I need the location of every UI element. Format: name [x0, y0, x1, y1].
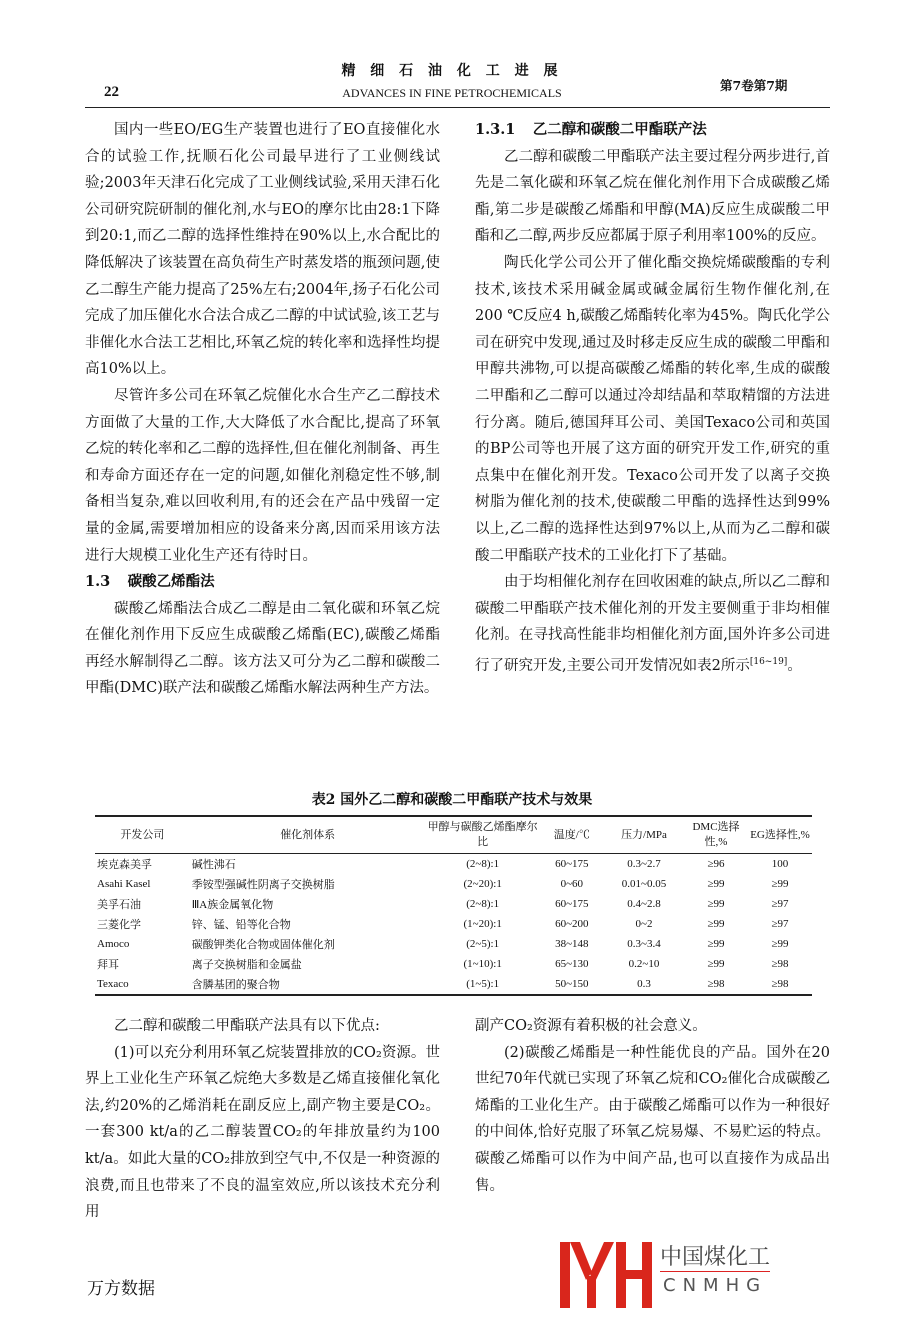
table-row	[95, 914, 812, 934]
paragraph: 尽管许多公司在环氧乙烷催化水合生产乙二醇技术方面做了大量的工作,大大降低了水合配比,提高了环氧乙烷的转化率和乙二醇的选择性,但在催化剂制备、再生和寿命方面还存在一定的问题,如催化剂稳定性不够,制备相当复杂,难以回收利用,有的还会在产品中残留一定量的金属,需要增加相应的设备来分离,因而采用该方法进行大规模工业化生产还有待时日。	[85, 387, 440, 564]
table-cell: 100	[771, 858, 789, 870]
citation: [16~19]	[749, 656, 788, 667]
left-column	[85, 117, 440, 702]
table-cell: 拜耳	[97, 959, 119, 971]
table-cell: ≥97	[771, 918, 789, 930]
table-cell: 0.3	[637, 978, 651, 990]
table-cell: ≥99	[771, 938, 789, 950]
table-cell: 埃克森美孚	[97, 859, 152, 871]
table-cell: 碳酸钾类化合物或固体催化剂	[191, 939, 335, 951]
table-cell: 65~130	[555, 958, 589, 970]
paragraph: (1)可以充分利用环氧乙烷装置排放的CO₂资源。世界上工业化生产环氧乙烷绝大多数是乙烯直接催化氧化法,约20%的乙烯消耗在副反应上,副产物主要是CO₂。一套300 kt/a的乙二醇装置CO₂的年排放量约为100 kt/a。如此大量的CO₂排放到空气中,不仅是一种资源的浪费,而且也带来了不良的温室效应,所以该技术充分利用	[85, 1044, 440, 1221]
table-cell: 碱性沸石	[191, 859, 236, 871]
right-column	[475, 117, 830, 679]
paragraph: 国内一些EO/EG生产装置也进行了EO直接催化水合的试验工作,抚顺石化公司最早进行了工业侧线试验;2003年天津石化完成了工业侧线试验,采用天津石化公司研究院研制的催化剂,水与EO的摩尔比由28:1下降到20:1,而乙二醇的选择性维持在90%以上,水合配比的降低解决了该装置在高负荷生产时蒸发塔的瓶颈问题,使乙二醇生产能力提高了25%左右;2004年,扬子石化公司完成了加压催化水合法合成乙二醇的中试试验,该工艺与非催化水合法工艺相比,环氧乙烷的转化率和选择性均提高10%以上。	[85, 122, 440, 378]
table-cell: ≥99	[707, 958, 725, 970]
section-title: 碳酸乙烯酯法	[127, 573, 215, 591]
table-cell: 0.4~2.8	[627, 898, 661, 910]
watermark-cn: 中国煤化工	[660, 1245, 771, 1270]
table-cell: ≥99	[707, 938, 725, 950]
table-cell: ≥99	[771, 878, 789, 890]
column-header: 催化剂体系	[190, 816, 426, 854]
table-cell: ≥98	[771, 958, 789, 970]
table-cell: (2~5):1	[466, 938, 500, 950]
myh-logo-icon	[560, 1240, 652, 1310]
table-cell: 60~175	[555, 898, 589, 910]
header-rule	[85, 107, 830, 108]
table-cell: 60~200	[555, 918, 589, 930]
section-number: 1.3	[85, 573, 111, 591]
table-cell: ≥99	[707, 898, 725, 910]
table-cell: 离子交换树脂和金属盐	[191, 959, 302, 971]
table-cell: Texaco	[97, 978, 129, 990]
table-cell: 三菱化学	[97, 919, 141, 931]
table-cell: ≥98	[771, 978, 789, 990]
table-cell: 季铵型强碱性阴离子交换树脂	[191, 879, 335, 891]
table-row	[95, 874, 812, 894]
column-header: 压力/MPa	[604, 816, 684, 854]
table-cell: ≥99	[707, 878, 725, 890]
paragraph: 碳酸乙烯酯法合成乙二醇是由二氧化碳和环氧乙烷在催化剂作用下反应生成碳酸乙烯酯(EC),碳酸乙烯酯再经水解制得乙二醇。该方法又可分为乙二醇和碳酸二甲酯(DMC)联产法和碳酸乙烯酯水解法两种生产方法。	[85, 600, 440, 697]
table-cell: (1~20):1	[463, 918, 502, 930]
table-cell: ≥99	[707, 918, 725, 930]
table-cell: ≥97	[771, 898, 789, 910]
table-cell: 含膦基团的聚合物	[191, 979, 280, 991]
table-cell: 0~60	[560, 878, 584, 890]
column-header: 甲醇与碳酸乙烯酯摩尔比	[426, 816, 540, 854]
paragraph: 陶氏化学公司公开了催化酯交换烷烯碳酸酯的专利技术,该技术采用碱金属或碱金属衍生物作催化剂,在200 ℃反应4 h,碳酸乙烯酯转化率为45%。陶氏化学公司在研究中发现,通过及时移走反应生成的碳酸二甲酯和甲醇共沸物,可以提高碳酸乙烯酯的转化率,生成的碳酸二甲酯和乙二醇可以通过冷却结晶和萃取精馏的方法进行分离。随后,德国拜耳公司、美国Texaco公司和英国的BP公司等也开展了这方面的研究开发工作,研究的重点集中在催化剂开发。Texaco公司开发了以离子交换树脂为催化剂的技术,使碳酸二甲酯的选择性达到99%以上,乙二醇的选择性达到97%以上,从而为乙二醇和碳酸二甲酯联产技术的工业化打下了基础。	[475, 254, 831, 564]
watermark-en: CNMHG	[663, 1275, 768, 1296]
section-number: 1.3.1	[475, 121, 516, 138]
section-heading	[85, 569, 440, 596]
table-cell: Amoco	[97, 938, 130, 950]
table-cell: 美孚石油	[97, 899, 141, 911]
table-cell: 0.3~2.7	[627, 858, 661, 870]
table-header-row	[95, 816, 812, 854]
paragraph: 副产CO₂资源有着积极的社会意义。	[475, 1018, 707, 1034]
table-row	[95, 854, 812, 875]
table-cell: ≥98	[707, 978, 725, 990]
column-header: 开发公司	[95, 816, 190, 854]
table-cell: (1~10):1	[463, 958, 502, 970]
table-cell: (1~5):1	[466, 978, 500, 990]
column-header: 温度/℃	[540, 816, 604, 854]
table-cell: 60~175	[555, 858, 589, 870]
paragraph: 乙二醇和碳酸二甲酯联产法主要过程分两步进行,首先是二氧化碳和环氧乙烷在催化剂作用下合成碳酸乙烯酯,第二步是碳酸乙烯酯和甲醇(MA)反应生成碳酸二甲酯和乙二醇,两步反应都属于原子利用率100%的反应。	[475, 148, 830, 245]
paragraph	[475, 569, 830, 679]
paragraph-text: 由于均相催化剂存在回收困难的缺点,所以乙二醇和碳酸二甲酯联产技术催化剂的开发主要侧重于非均相催化剂。在寻找高性能非均相催化剂方面,国外许多公司进行了研究开发,主要公司开发情况如表2所示	[475, 574, 830, 674]
table-row	[95, 974, 812, 995]
table-cell: 38~148	[555, 938, 589, 950]
table-cell: ≥96	[707, 858, 725, 870]
section-title: 乙二醇和碳酸二甲酯联产法	[532, 121, 707, 138]
table-cell: (2~8):1	[466, 898, 500, 910]
paragraph-end: 。	[787, 657, 802, 674]
column-header: EG选择性,%	[748, 816, 812, 854]
column-header: DMC选择性,%	[684, 816, 748, 854]
table-cell: 锌、锰、铅等化合物	[191, 919, 291, 931]
table-row	[95, 894, 812, 914]
bottom-right-column	[475, 1013, 830, 1199]
footer-source: 万方数据	[87, 1279, 155, 1299]
section-heading	[475, 117, 830, 144]
watermark-rule	[660, 1271, 770, 1272]
table-cell: 0.3~3.4	[627, 938, 661, 950]
table-cell: (2~8):1	[466, 858, 500, 870]
paragraph: 乙二醇和碳酸二甲酯联产法具有以下优点:	[114, 1018, 380, 1034]
bottom-left-column	[85, 1013, 440, 1226]
paragraph: (2)碳酸乙烯酯是一种性能优良的产品。国外在20世纪70年代就已实现了环氧乙烷和CO₂催化合成碳酸乙烯酯的工业化生产。由于碳酸乙烯酯可以作为一种很好的中间体,恰好克服了环氧乙烷易爆、不易贮运的特点。碳酸乙烯酯可以作为中间产品,也可以直接作为成品出售。	[475, 1044, 830, 1194]
table-caption: 表2 国外乙二醇和碳酸二甲酯联产技术与效果	[311, 792, 593, 808]
table-cell: 50~150	[555, 978, 589, 990]
table-cell: 0.01~0.05	[621, 878, 667, 890]
table-row	[95, 934, 812, 954]
table-cell: 0.2~10	[628, 958, 660, 970]
journal-title-en: ADVANCES IN FINE PETROCHEMICALS	[342, 86, 562, 100]
table-row	[95, 954, 812, 974]
watermark-logo	[560, 1240, 800, 1310]
table-cell: 0~2	[635, 918, 653, 930]
journal-title: 精 细 石 油 化 工 进 展	[341, 63, 563, 79]
page-number: 22	[104, 84, 119, 100]
table-cell: (2~20):1	[463, 878, 502, 890]
volume-issue: 第7卷第7期	[720, 78, 788, 93]
data-table	[95, 815, 812, 996]
table-cell: Asahi Kasel	[97, 878, 151, 890]
table-cell: ⅢA族金属氧化物	[191, 899, 274, 911]
